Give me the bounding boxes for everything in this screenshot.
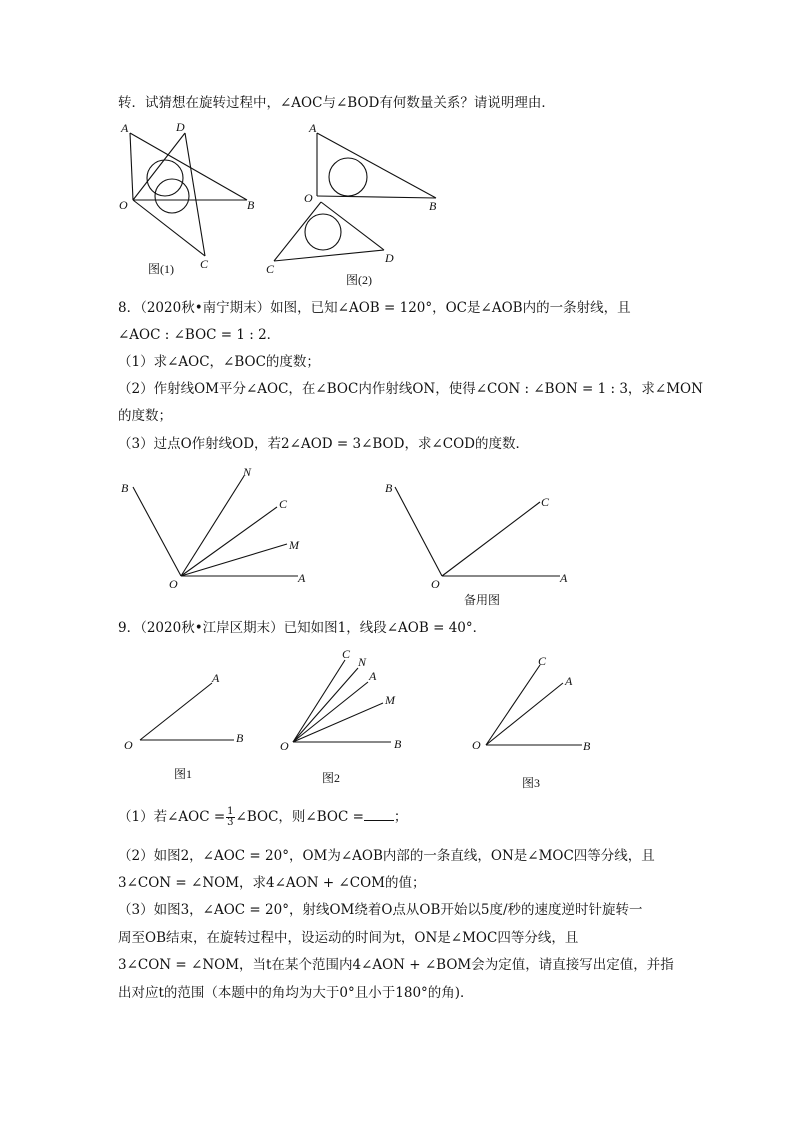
q9-part-1-fraction-den: 3 [227, 817, 234, 828]
q8-part-3: （3）过点O作射线OD，若2∠AOD = 3∠BOD，求∠COD的度数． [118, 436, 529, 452]
q9-line-1: 9．（2020秋•江岸区期末）已知如图1，线段∠AOB = 40°． [118, 620, 487, 636]
q9-part-1 [118, 807, 407, 828]
q9-part-1-fraction-num: 1 [227, 806, 234, 817]
q9f2-label-M: M [385, 693, 395, 707]
q9f2-ray-OA [293, 682, 368, 742]
q9-part-2b: 3∠CON = ∠NOM，求4∠AON + ∠COM的值； [118, 875, 426, 891]
q9f2-ray-OM [293, 703, 383, 742]
q7-continuation-text: 转．试猜想在旋转过程中，∠AOC与∠BOD有何数量关系？请说明理由． [118, 95, 555, 111]
q7f1-caption: 图(1) [148, 262, 174, 276]
q7f2-caption: 图(2) [346, 273, 372, 287]
q8-part-2b: 的度数； [118, 408, 172, 424]
q9f2-ray-ON [293, 668, 358, 742]
q9f3-ray-OC [486, 665, 540, 745]
q8-line-2: ∠AOC : ∠BOC = 1 : 2． [118, 327, 281, 343]
q7f2-label-D: D [385, 251, 394, 265]
q9f1-label-O: O [124, 738, 133, 752]
q8-line-1: 8．（2020秋•南宁期末）如图，已知∠AOB = 120°，OC是∠AOB内的一条射线，且 [118, 300, 631, 316]
q7f1-label-B: B [247, 198, 255, 212]
q8fb-caption: 备用图 [464, 593, 501, 607]
q7f1-label-O: O [119, 198, 128, 212]
q9-part-3b: 周至OB结束，在旋转过程中，设运动的时间为t，ON是∠MOC四等分线，且 [118, 930, 579, 946]
q8fb-label-O: O [431, 577, 440, 591]
q8fa-label-A: A [298, 571, 306, 585]
q9-part-1-end: ； [393, 809, 408, 825]
q7f2-label-B: B [429, 199, 437, 213]
q7f1-label-D: D [176, 120, 185, 134]
q7f2-label-A: A [309, 121, 317, 135]
q8-part-2a: （2）作射线OM平分∠AOC，在∠BOC内作射线ON，使得∠CON : ∠BON = 1 : 3，求∠MON [118, 381, 703, 397]
q7f1-label-A: A [121, 121, 129, 135]
q9-part-3a: （3）如图3，∠AOC = 20°，射线OM绕着O点从OB开始以5度/秒的速度逆时针旋转一 [118, 902, 643, 918]
q9f3-label-O: O [472, 738, 481, 752]
q9-part-1-fraction [226, 807, 234, 828]
q9f2-label-N: N [358, 655, 367, 669]
q9-part-2a: （2）如图2，∠AOC = 20°，OM为∠AOB内部的一条直线，ON是∠MOC四等分线，且 [118, 848, 655, 864]
q7f2-label-C: C [266, 262, 275, 276]
q9-part-1-answer-blank[interactable] [364, 808, 394, 821]
q9f3-label-B: B [583, 739, 591, 753]
q9f3-caption: 图3 [522, 776, 541, 790]
q9-part-1-prefix: （1）若∠AOC = [118, 809, 226, 825]
q9f2-label-C: C [342, 647, 351, 661]
q8fa-label-M: M [289, 538, 299, 552]
q8fa-label-O: O [169, 577, 178, 591]
q9f2-label-B: B [394, 737, 402, 751]
q9f1-label-A: A [212, 671, 220, 685]
q9f3-label-A: A [565, 674, 573, 688]
q9f2-label-A: A [369, 669, 377, 683]
q8fb-label-C: C [541, 495, 550, 509]
q9f2-caption: 图2 [322, 771, 341, 785]
q9f3-ray-OA [486, 683, 563, 745]
q8fb-label-B: B [385, 481, 393, 495]
q9-part-3d: 出对应t的范围（本题中的角均为大于0°且小于180°的角)． [118, 985, 474, 1001]
q9f2-label-O: O [280, 739, 289, 753]
q8fa-label-N: N [243, 465, 252, 479]
q8fa-label-B: B [121, 481, 129, 495]
q7f2-label-O: O [304, 191, 313, 205]
q9f1-ray-OA [140, 683, 212, 740]
q9f3-label-C: C [538, 654, 547, 668]
q9f1-caption: 图1 [174, 767, 193, 781]
q9f2-ray-OC [293, 660, 345, 742]
q9-part-3c: 3∠CON = ∠NOM，当t在某个范围内4∠AON + ∠BOM会为定值，请直接写出定值，并指 [118, 957, 674, 973]
q8fb-label-A: A [560, 571, 568, 585]
q8fa-label-C: C [279, 497, 288, 511]
q8-part-1: （1）求∠AOC，∠BOC的度数； [118, 354, 320, 370]
q9f1-label-B: B [236, 731, 244, 745]
q7f1-label-C: C [200, 257, 209, 271]
q9-part-1-middle: ∠BOC，则∠BOC = [235, 809, 364, 825]
